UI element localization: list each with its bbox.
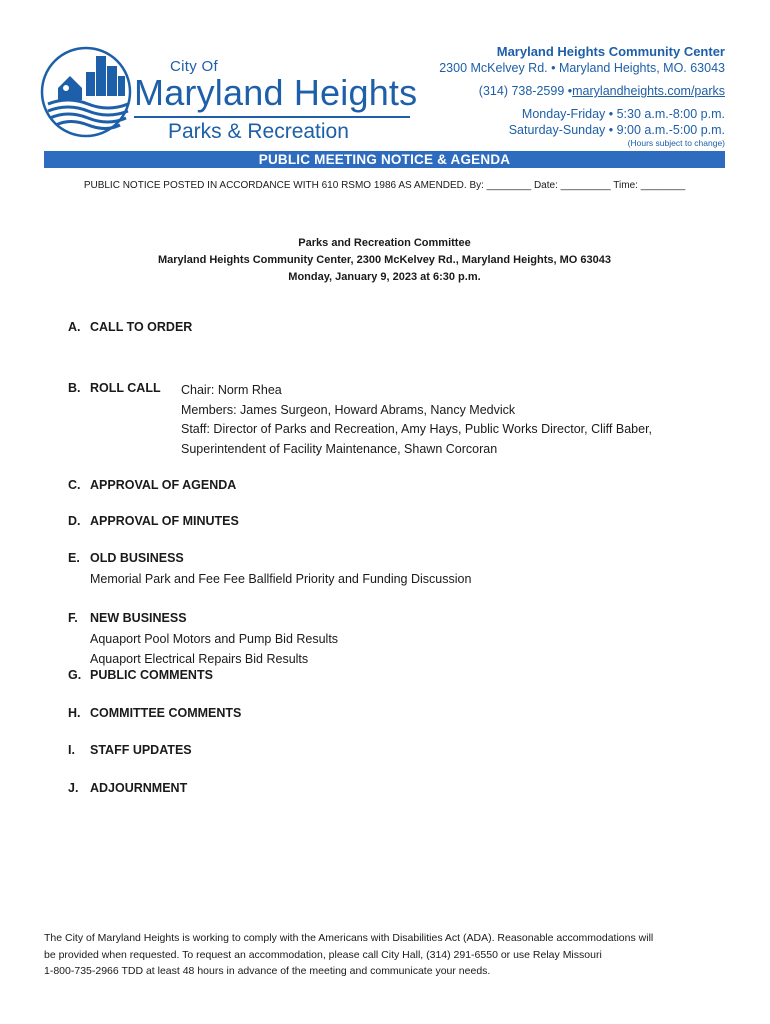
agenda-title: OLD BUSINESS	[90, 551, 184, 565]
center-phone: (314) 738-2599 •	[478, 84, 573, 98]
new-business-details	[90, 630, 338, 669]
agenda-title: APPROVAL OF AGENDA	[90, 478, 237, 492]
agenda-title: CALL TO ORDER	[90, 320, 193, 334]
ada-footer-line: be provided when requested. To request an accommodation, please call City Hall, (314) 291-6550 or use Relay Missouri	[44, 948, 602, 961]
committee-name: Parks and Recreation Committee	[298, 237, 471, 249]
hours-weekday: Monday-Friday • 5:30 a.m.-8:00 p.m.	[521, 107, 725, 121]
logo-name-text: Maryland Heights	[134, 72, 418, 113]
posting-notice: PUBLIC NOTICE POSTED IN ACCORDANCE WITH 610 RSMO 1986 AS AMENDED. By: ________ Date: _________ Time: ________	[83, 180, 686, 191]
agenda-title: ADJOURNMENT	[90, 781, 188, 795]
logo-city-text: City Of	[170, 58, 218, 75]
roll-call-staff-line-2: Superintendent of Facility Maintenance, Shawn Corcoran	[181, 441, 498, 456]
roll-call-members	[181, 381, 721, 459]
agenda-title: COMMITTEE COMMENTS	[90, 706, 242, 720]
community-center-info	[439, 44, 725, 149]
agenda-letter: G.	[68, 668, 82, 682]
logo-divider	[134, 116, 410, 118]
agenda-letter: I.	[68, 743, 75, 757]
parks-website-link[interactable]: marylandheights.com/parks	[572, 84, 725, 98]
new-business-line: Aquaport Pool Motors and Pump Bid Results	[90, 632, 339, 646]
agenda-letter: H.	[68, 706, 81, 720]
old-business-details	[90, 570, 471, 590]
agenda-letter: F.	[68, 611, 78, 625]
roll-call-members-line: Members: James Surgeon, Howard Abrams, Nancy Medvick	[181, 402, 516, 417]
center-contact	[439, 83, 725, 99]
agenda-title: NEW BUSINESS	[90, 611, 187, 625]
agenda-letter: B.	[68, 381, 81, 395]
meeting-location: Maryland Heights Community Center, 2300 McKelvey Rd., Maryland Heights, MO 63043	[158, 254, 611, 266]
agenda-title: APPROVAL OF MINUTES	[90, 514, 239, 528]
city-skyline-logo-icon	[40, 44, 136, 140]
meeting-datetime: Monday, January 9, 2023 at 6:30 p.m.	[288, 271, 481, 283]
roll-call-chair: Chair: Norm Rhea	[181, 383, 282, 397]
new-business-line: Aquaport Electrical Repairs Bid Results	[90, 651, 309, 666]
agenda-title: STAFF UPDATES	[90, 743, 192, 757]
agenda-letter: J.	[68, 781, 79, 795]
hours-weekend: Saturday-Sunday • 9:00 a.m.-5:00 p.m.	[508, 123, 725, 137]
agenda-letter: C.	[68, 478, 81, 492]
center-name: Maryland Heights Community Center	[496, 44, 725, 59]
ada-footer	[44, 930, 734, 980]
ada-footer-line: 1-800-735-2966 TDD at least 48 hours in advance of the meeting and communicate your needs.	[44, 965, 491, 977]
notice-banner: PUBLIC MEETING NOTICE & AGENDA	[44, 151, 725, 168]
agenda-title: ROLL CALL	[90, 381, 161, 395]
hours-note: (Hours subject to change)	[627, 138, 725, 148]
ada-footer-line: The City of Maryland Heights is working to comply with the Americans with Disabilities Act (ADA). Reasonable accommodations will	[44, 932, 654, 944]
city-logo	[40, 44, 420, 144]
agenda-letter: D.	[68, 514, 81, 528]
old-business-line: Memorial Park and Fee Fee Ballfield Priority and Funding Discussion	[90, 572, 472, 586]
meeting-info	[44, 235, 725, 286]
logo-subtitle-text: Parks & Recreation	[168, 120, 349, 143]
agenda-letter: A.	[68, 320, 81, 334]
agenda-title: PUBLIC COMMENTS	[90, 668, 213, 682]
agenda-letter: E.	[68, 551, 80, 565]
center-address: 2300 McKelvey Rd. • Maryland Heights, MO. 63043	[439, 61, 725, 75]
roll-call-staff-line: Staff: Director of Parks and Recreation, Amy Hays, Public Works Director, Cliff Baber,	[181, 422, 653, 436]
